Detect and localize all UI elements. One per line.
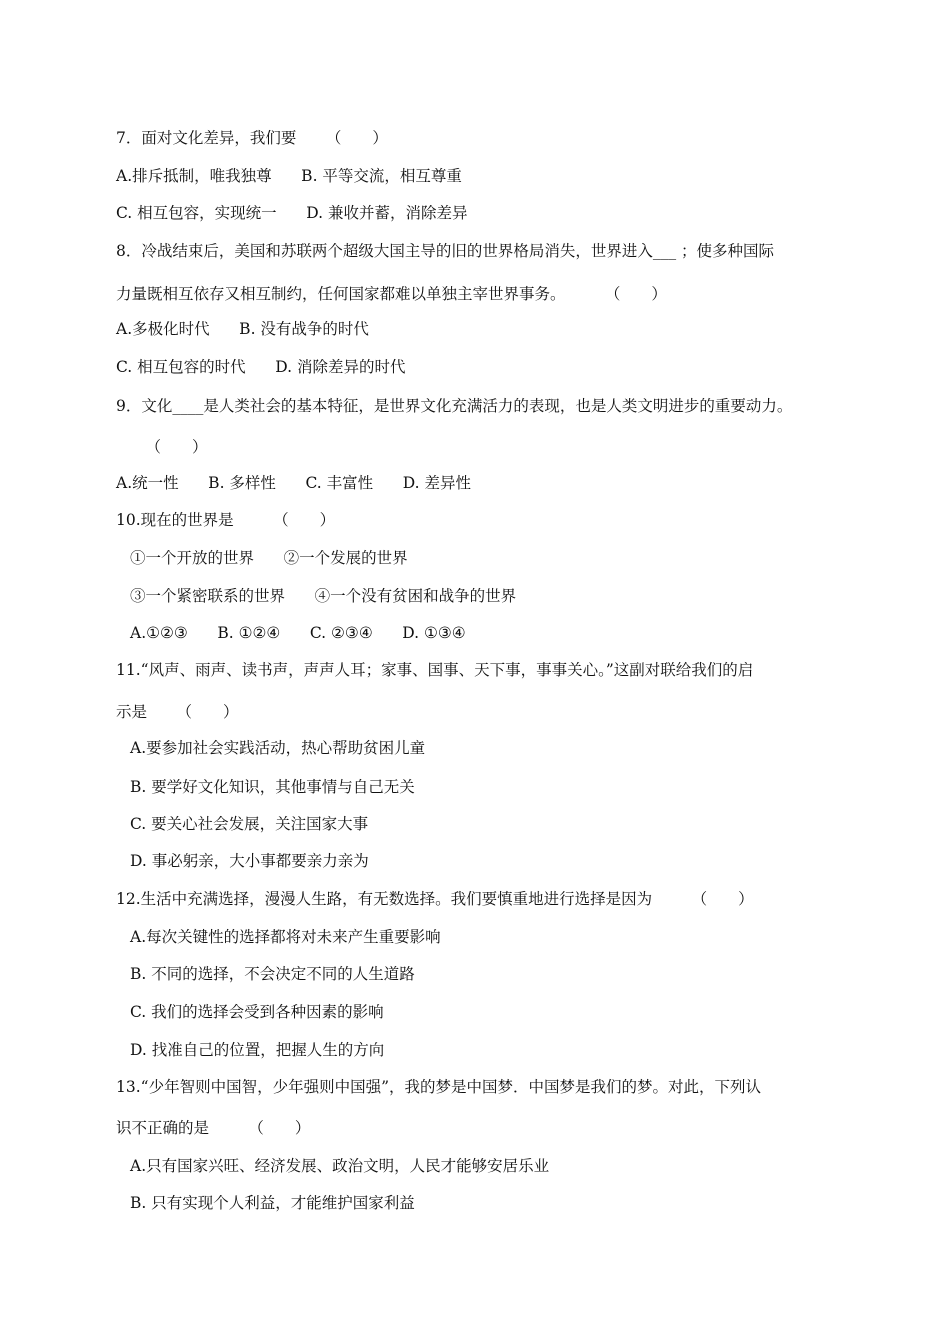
question-9-answer-bracket: （ ） — [116, 438, 208, 456]
question-10-statements-34: ③一个紧密联系的世界 ④一个没有贫困和战争的世界 — [130, 587, 517, 605]
question-12-option-c: C. 我们的选择会受到各种因素的影响 — [130, 1003, 384, 1021]
question-13-option-a: A.只有国家兴旺、经济发展、政治文明，人民才能够安居乐业 — [130, 1157, 550, 1175]
question-10-options: A.①②③ B. ①②④ C. ②③④ D. ①③④ — [130, 624, 466, 642]
question-9-options: A.统一性 B. 多样性 C. 丰富性 D. 差异性 — [116, 474, 471, 492]
question-8-options-cd: C. 相互包容的时代 D. 消除差异的时代 — [116, 358, 406, 376]
question-10-statements-12: ①一个开放的世界 ②一个发展的世界 — [130, 549, 408, 567]
question-12-option-b: B. 不同的选择，不会决定不同的人生道路 — [130, 965, 415, 983]
question-11-option-b: B. 要学好文化知识，其他事情与自己无关 — [130, 778, 415, 796]
question-11-stem: 11.“风声、雨声、读书声，声声人耳；家事、国事、天下事，事事关心。”这副对联给我们的启 — [116, 661, 754, 679]
question-7-options-ab: A.排斥抵制，唯我独尊 B. 平等交流，相互尊重 — [116, 167, 462, 185]
question-7-stem: 7．面对文化差异，我们要 （ ） — [116, 129, 388, 147]
question-13-option-b: B. 只有实现个人利益，才能维护国家利益 — [130, 1194, 415, 1212]
question-9-stem: 9．文化____是人类社会的基本特征，是世界文化充满活力的表现，也是人类文明进步的重要动力。 — [116, 397, 793, 415]
question-10-stem: 10.现在的世界是 （ ） — [116, 511, 336, 529]
question-11-option-a: A.要参加社会实践活动，热心帮助贫困儿童 — [130, 739, 426, 757]
question-13-stem-cont: 识不正确的是 （ ） — [116, 1119, 311, 1137]
question-13-stem: 13.“少年智则中国智，少年强则中国强”，我的梦是中国梦．中国梦是我们的梦。对此，下列认 — [116, 1078, 762, 1096]
question-7-options-cd: C. 相互包容，实现统一 D. 兼收并蓄，消除差异 — [116, 204, 468, 222]
question-8-options-ab: A.多极化时代 B. 没有战争的时代 — [116, 320, 369, 338]
question-8-stem: 8．冷战结束后，美国和苏联两个超级大国主导的旧的世界格局消失，世界进入___ ；使多种国际 — [116, 242, 775, 260]
question-11-option-d: D. 事必躬亲，大小事都要亲力亲为 — [130, 852, 369, 870]
question-11-stem-cont: 示是 （ ） — [116, 703, 239, 721]
question-8-stem-cont: 力量既相互依存又相互制约，任何国家都难以单独主宰世界事务。 （ ） — [116, 285, 667, 303]
question-12-option-d: D. 找准自己的位置，把握人生的方向 — [130, 1041, 385, 1059]
question-12-option-a: A.每次关键性的选择都将对未来产生重要影响 — [130, 928, 441, 946]
question-12-stem: 12.生活中充满选择，漫漫人生路，有无数选择。我们要慎重地进行选择是因为 （ ） — [116, 890, 754, 908]
question-11-option-c: C. 要关心社会发展，关注国家大事 — [130, 815, 369, 833]
